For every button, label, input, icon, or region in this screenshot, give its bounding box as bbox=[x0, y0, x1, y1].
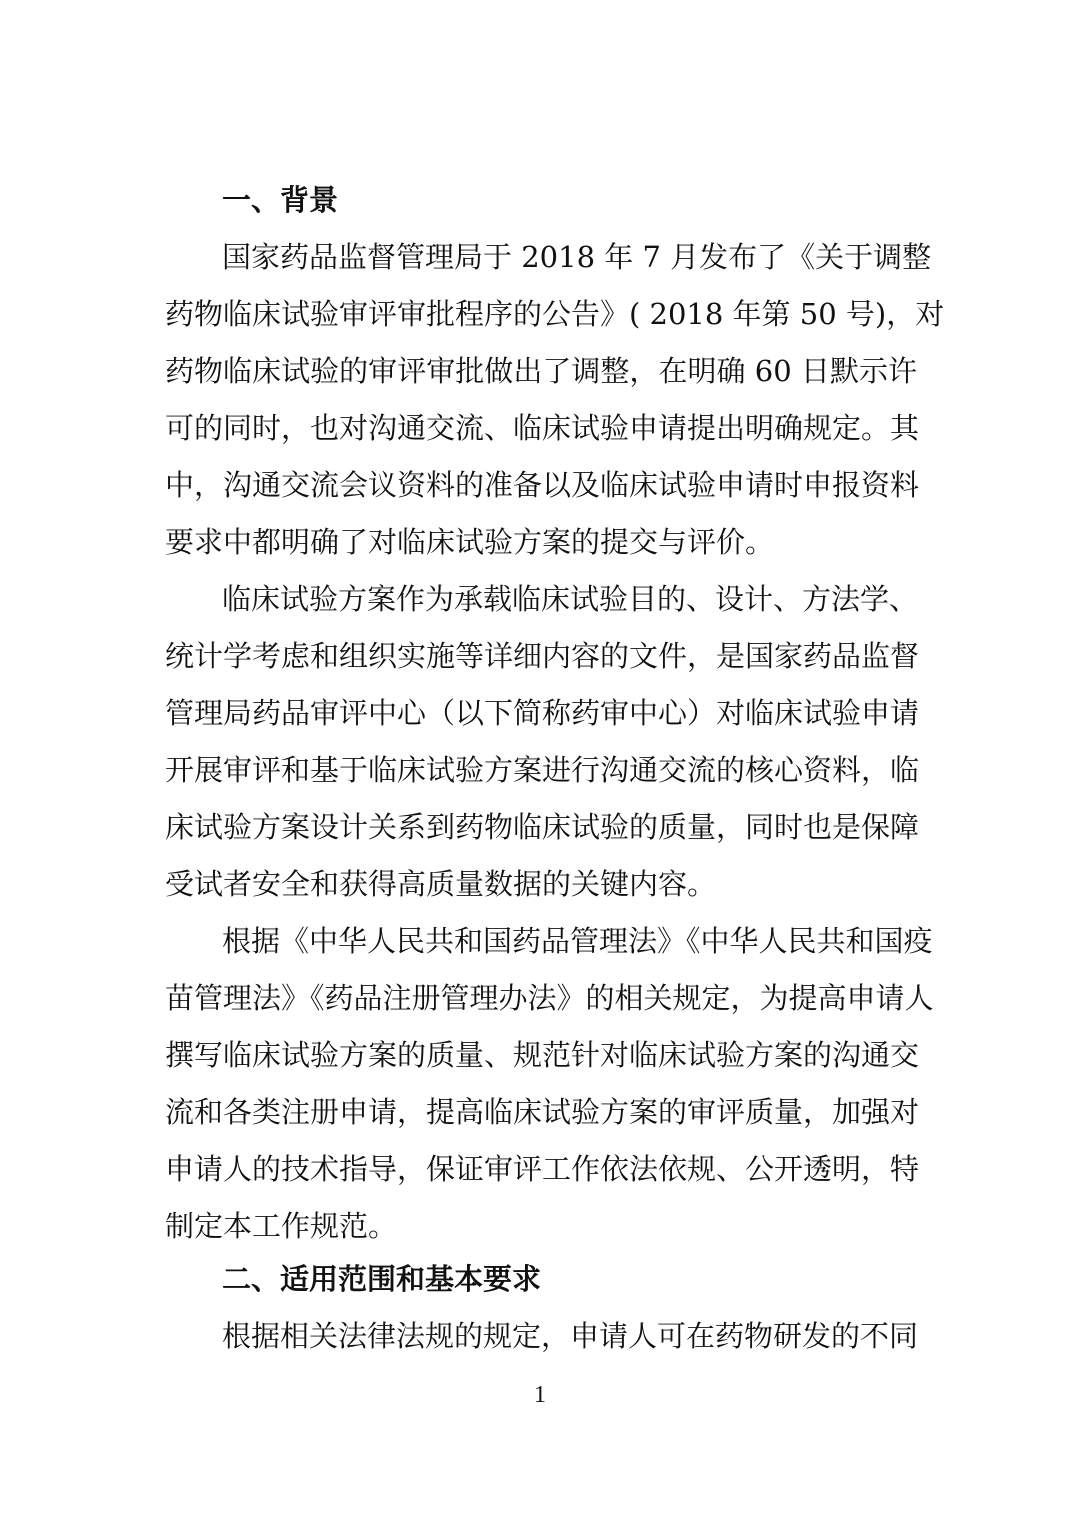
paragraph-line: 药物临床试验的审评审批做出了调整，在明确 60 日默示许 bbox=[165, 354, 917, 388]
section-heading-background: 一、背景 bbox=[222, 183, 339, 217]
paragraph-line: 可的同时，也对沟通交流、临床试验申请提出明确规定。其 bbox=[165, 411, 920, 445]
paragraph-line: 要求中都明确了对临床试验方案的提交与评价。 bbox=[165, 525, 775, 559]
paragraph-line: 苗管理法》《药品注册管理办法》的相关规定，为提高申请人 bbox=[165, 981, 934, 1015]
paragraph-line: 撰写临床试验方案的质量、规范针对临床试验方案的沟通交 bbox=[165, 1038, 920, 1072]
paragraph-line: 制定本工作规范。 bbox=[165, 1209, 398, 1243]
paragraph-line: 国家药品监督管理局于 2018 年 7 月发布了《关于调整 bbox=[222, 240, 932, 274]
paragraph-line: 中，沟通交流会议资料的准备以及临床试验申请时申报资料 bbox=[165, 468, 920, 502]
paragraph-line: 管理局药品审评中心（以下简称药审中心）对临床试验申请 bbox=[165, 696, 920, 730]
paragraph-line: 床试验方案设计关系到药物临床试验的质量，同时也是保障 bbox=[165, 810, 920, 844]
paragraph-line: 开展审评和基于临床试验方案进行沟通交流的核心资料，临 bbox=[165, 753, 920, 787]
section-heading-scope: 二、适用范围和基本要求 bbox=[222, 1262, 542, 1296]
paragraph-line: 药物临床试验审评审批程序的公告》( 2018 年第 50 号)，对 bbox=[165, 297, 945, 331]
paragraph-line: 根据《中华人民共和国药品管理法》《中华人民共和国疫 bbox=[222, 924, 933, 958]
paragraph-line: 流和各类注册申请，提高临床试验方案的审评质量，加强对 bbox=[165, 1095, 920, 1129]
paragraph-line: 申请人的技术指导，保证审评工作依法依规、公开透明，特 bbox=[165, 1152, 920, 1186]
paragraph-line: 根据相关法律法规的规定，申请人可在药物研发的不同 bbox=[222, 1319, 919, 1353]
paragraph-line: 统计学考虑和组织实施等详细内容的文件，是国家药品监督 bbox=[165, 639, 920, 673]
paragraph-line: 受试者安全和获得高质量数据的关键内容。 bbox=[165, 867, 717, 901]
page-number: 1 bbox=[534, 1382, 546, 1408]
paragraph-line: 临床试验方案作为承载临床试验目的、设计、方法学、 bbox=[222, 582, 919, 616]
